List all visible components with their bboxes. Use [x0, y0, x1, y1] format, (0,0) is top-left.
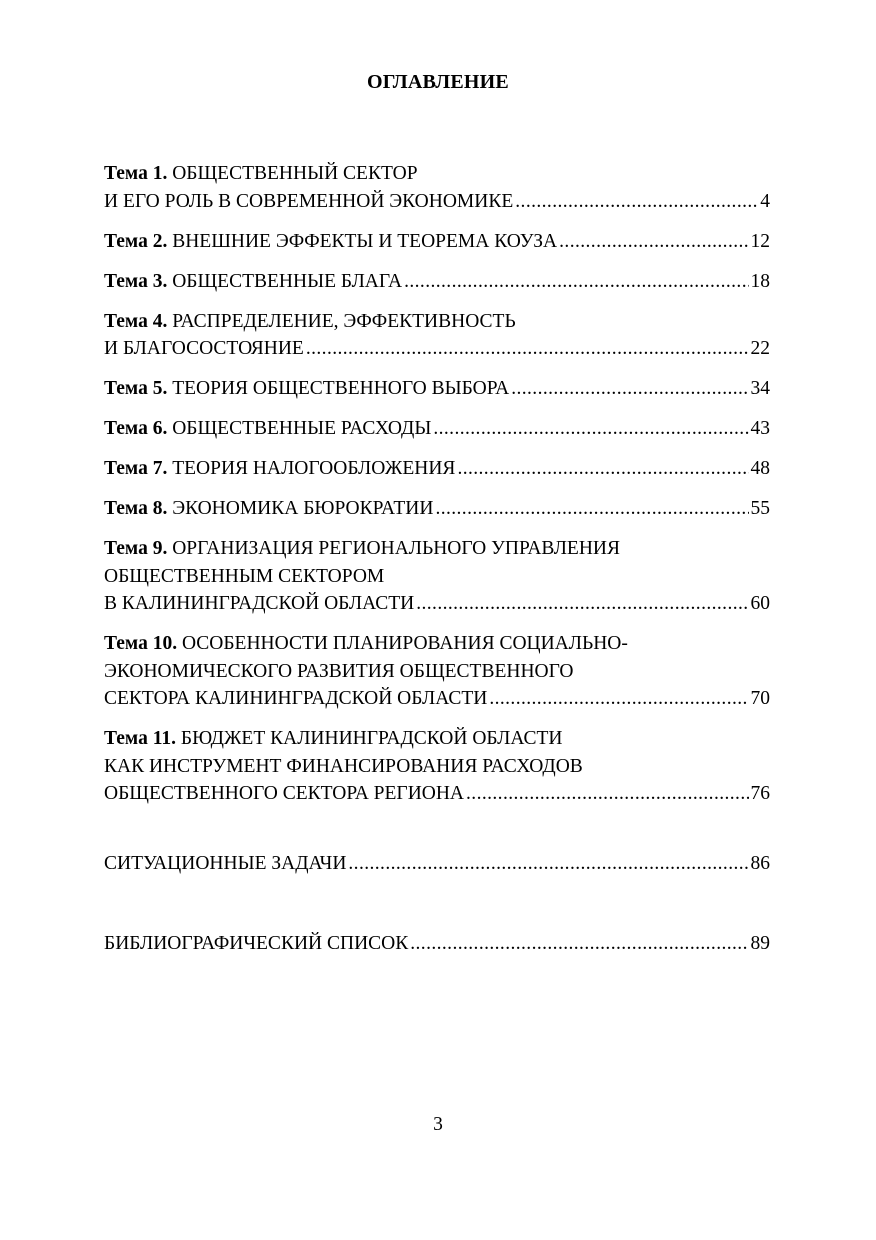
- dot-leader: [410, 930, 748, 958]
- toc-entry-label: Тема 2.: [104, 230, 168, 252]
- toc-entry-line: [104, 495, 433, 523]
- dot-leader: [515, 188, 758, 216]
- toc-entry-label: Тема 10.: [104, 633, 178, 654]
- toc-entry-case-problems[interactable]: [104, 850, 770, 878]
- toc-entry-title: РАСПРЕДЕЛЕНИЕ, ЭФФЕКТИВНОСТЬ: [172, 310, 516, 332]
- toc-entry-title: ТЕОРИЯ ОБЩЕСТВЕННОГО ВЫБОРА: [172, 378, 510, 399]
- toc-entry-label: Тема 1.: [104, 163, 168, 184]
- toc-page-number: 22: [750, 338, 770, 359]
- toc-entry-title: КАК ИНСТРУМЕНТ ФИНАНСИРОВАНИЯ РАСХОДОВ: [104, 755, 583, 777]
- toc-entry-title: ОБЩЕСТВЕННЫМ СЕКТОРОМ: [104, 565, 385, 587]
- dot-leader: [511, 375, 748, 403]
- toc-entry-line: [104, 268, 402, 296]
- toc-entry-line: [104, 725, 770, 753]
- toc-entry-line: [104, 308, 770, 336]
- toc-entry-title: ОБЩЕСТВЕННЫЙ СЕКТОР: [172, 163, 418, 184]
- toc-page-number: 48: [750, 458, 770, 479]
- toc-entry-label: Тема 11.: [104, 728, 176, 749]
- toc-page-number: 34: [750, 378, 770, 399]
- toc-entry-label: Тема 5.: [104, 378, 168, 399]
- toc-entry-last-line: [104, 495, 770, 523]
- toc-entry-title: ТЕОРИЯ НАЛОГООБЛОЖЕНИЯ: [172, 458, 456, 479]
- dot-leader: [466, 780, 748, 808]
- toc-entry-topic-3[interactable]: [104, 268, 770, 296]
- toc-entry-topic-8[interactable]: [104, 495, 770, 523]
- dot-leader: [433, 415, 748, 443]
- toc-entry-last-line: [104, 850, 770, 878]
- toc-entry-topic-10[interactable]: [104, 630, 770, 713]
- toc-entry-last-line: [104, 415, 770, 443]
- toc-entry-title: ВНЕШНИЕ ЭФФЕКТЫ И ТЕОРЕМА КОУЗА: [172, 230, 558, 252]
- toc-entry-last-line: [104, 375, 770, 403]
- toc-entry-last-line: [104, 930, 770, 958]
- toc-entry-label: Тема 7.: [104, 458, 168, 479]
- toc-entry-title: ОБЩЕСТВЕННЫЕ БЛАГА: [172, 270, 403, 292]
- toc-page-number: 86: [750, 852, 770, 874]
- toc-entry-last-line: [104, 590, 770, 618]
- toc-entry-label: Тема 3.: [104, 270, 168, 292]
- dot-leader: [306, 335, 749, 363]
- toc-entry-line: [104, 630, 770, 658]
- toc-page-number: 18: [750, 270, 770, 292]
- toc-entry-last-line: [104, 685, 770, 713]
- toc-entry-title: БИБЛИОГРАФИЧЕСКИЙ СПИСОК: [104, 933, 409, 954]
- toc-page-number: 89: [750, 933, 770, 954]
- toc-page-number: 70: [750, 688, 770, 709]
- toc-entry-last-line: [104, 188, 770, 216]
- toc-entry-title: И ЕГО РОЛЬ В СОВРЕМЕННОЙ ЭКОНОМИКЕ: [104, 190, 514, 212]
- toc-entry-title: ОСОБЕННОСТИ ПЛАНИРОВАНИЯ СОЦИАЛЬНО-: [181, 633, 628, 654]
- toc-entry-bibliography[interactable]: [104, 930, 770, 958]
- toc-entry-line: [104, 535, 770, 563]
- toc-entry-topic-7[interactable]: [104, 455, 770, 483]
- dot-leader: [404, 268, 748, 296]
- toc-entry-label: Тема 4.: [104, 310, 168, 332]
- toc-entry-last-line: [104, 228, 770, 256]
- toc-entry-topic-11[interactable]: [104, 725, 770, 808]
- toc-entry-title: СЕКТОРА КАЛИНИНГРАДСКОЙ ОБЛАСТИ: [104, 688, 488, 709]
- toc-entry-label: Тема 8.: [104, 498, 168, 519]
- toc-page-number: 43: [750, 418, 770, 439]
- toc-entry-line: [104, 160, 770, 188]
- toc-entry-last-line: [104, 335, 770, 363]
- toc-page-number: 60: [750, 593, 770, 614]
- dot-leader: [348, 850, 748, 878]
- dot-leader: [457, 455, 748, 483]
- toc-entry-title: ОРГАНИЗАЦИЯ РЕГИОНАЛЬНОГО УПРАВЛЕНИЯ: [172, 538, 621, 559]
- toc-entry-topic-5[interactable]: [104, 375, 770, 403]
- toc-entry-last-line: [104, 455, 770, 483]
- toc-entry-title: СИТУАЦИОННЫЕ ЗАДАЧИ: [104, 852, 347, 874]
- toc-entry-last-line: [104, 268, 770, 296]
- dot-leader: [435, 495, 748, 523]
- toc-page-number: 55: [750, 498, 770, 519]
- toc-entry-topic-2[interactable]: [104, 228, 770, 256]
- toc-entry-title: ОБЩЕСТВЕННОГО СЕКТОРА РЕГИОНА: [104, 783, 465, 804]
- toc-entry-line: [104, 228, 557, 256]
- dot-leader: [489, 685, 748, 713]
- toc-entry-label: Тема 9.: [104, 538, 168, 559]
- toc-entry-line: [104, 415, 431, 443]
- toc-entry-title: ЭКОНОМИКА БЮРОКРАТИИ: [172, 498, 434, 519]
- toc-page-number: 12: [750, 230, 770, 252]
- toc-entry-line: [104, 455, 455, 483]
- toc-entry-title: ЭКОНОМИЧЕСКОГО РАЗВИТИЯ ОБЩЕСТВЕННОГО: [104, 660, 574, 682]
- toc-entry-title: В КАЛИНИНГРАДСКОЙ ОБЛАСТИ: [104, 593, 415, 614]
- toc-entry-topic-4[interactable]: [104, 308, 770, 363]
- toc-entry-title: И БЛАГОСОСТОЯНИЕ: [104, 338, 304, 359]
- table-of-contents: [104, 160, 770, 970]
- toc-entry-topic-1[interactable]: [104, 160, 770, 215]
- dot-leader: [559, 228, 748, 256]
- toc-page-number: 76: [750, 783, 770, 804]
- toc-entry-last-line: [104, 780, 770, 808]
- toc-entry-label: Тема 6.: [104, 418, 168, 439]
- dot-leader: [416, 590, 748, 618]
- toc-entry-title: ОБЩЕСТВЕННЫЕ РАСХОДЫ: [172, 418, 432, 439]
- toc-page-number: 4: [760, 190, 770, 212]
- page-number: 3: [433, 1114, 443, 1135]
- toc-entry-topic-6[interactable]: [104, 415, 770, 443]
- page-title: ОГЛАВЛЕНИЕ: [367, 71, 509, 93]
- toc-entry-topic-9[interactable]: [104, 535, 770, 618]
- toc-entry-line: [104, 375, 509, 403]
- toc-entry-title: БЮДЖЕТ КАЛИНИНГРАДСКОЙ ОБЛАСТИ: [180, 728, 563, 749]
